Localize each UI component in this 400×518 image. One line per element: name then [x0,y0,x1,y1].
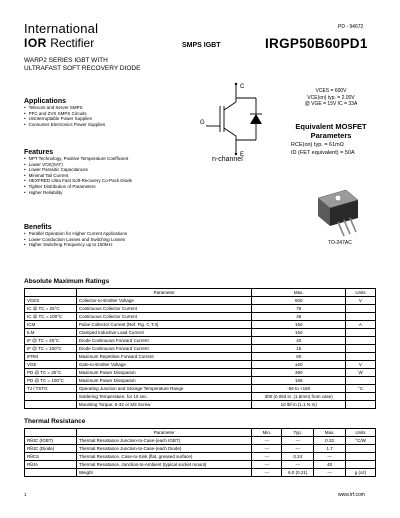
table-cell: Thermal Resistance Junction-to-Case-(each IGBT) [76,437,252,445]
table-cell: RθJC (IGBT) [25,437,77,445]
table-cell [25,401,77,409]
package-label: TO-247AC [328,240,352,246]
table-cell: Thermal Resistance Junction-to-Case-(each Diode) [76,445,252,453]
table-cell [346,337,376,345]
table-row [25,297,376,305]
benefits-list [24,231,127,248]
website-link[interactable]: www.irf.com [338,492,365,498]
table-row [25,353,376,361]
features-list [24,156,132,195]
table-row [25,453,376,461]
header-cell: Min. [252,429,282,437]
list-item: • Lower VCE(SAT) [24,162,132,168]
subtitle [24,57,140,73]
table-cell [346,329,376,337]
table-cell: Operating Junction and Storage Temperature Range [76,385,251,393]
thermal-table [24,428,376,477]
table-cell: g (oz) [346,469,376,477]
table-cell: Diode Continuous Forward Current [76,345,251,353]
benefits-title: Benefits [24,224,52,231]
header-cell: Typ. [282,429,314,437]
table-cell: 1.7 [314,445,346,453]
table-cell [346,313,376,321]
header-cell: Max. [252,289,346,297]
key-specs [292,88,370,108]
spec-line: VCES = 600V [315,88,347,94]
table-row [25,329,376,337]
table-cell: 150 [252,329,346,337]
table-row [25,437,376,445]
table-cell: Gate-to-Emitter Voltage [76,361,251,369]
table-cell: --- [252,469,282,477]
table-row [25,305,376,313]
list-item: • Lower Conduction Losses and Switching Losses [24,237,127,243]
header-cell: Parameter [76,429,252,437]
table-cell: 10 lbf·in (1.1 N·m) [252,401,346,409]
table-cell: 60 [252,353,346,361]
table-cell: RθJA [25,461,77,469]
table-cell: IC @ TC = 25°C [25,305,77,313]
thermal-title: Thermal Resistance [24,418,86,425]
table-cell: PD @ TC = 100°C [25,377,77,385]
header-cell [25,289,77,297]
table-cell: Soldering Temperature, for 10 sec. [76,393,251,401]
subtitle-line: ULTRAFAST SOFT RECOVERY DIODE [24,65,141,72]
applications-title: Applications [24,98,67,105]
table-cell: IF @ TC = 100°C [25,345,77,353]
table-cell: Mounting Torque, 6-32 or M3 Screw [76,401,251,409]
table-cell: VCES [25,297,77,305]
ior-logo: IOR [24,36,47,50]
table-cell: V [346,361,376,369]
table-cell: ILM [25,329,77,337]
gate-label: G [200,120,205,126]
table-row [25,321,376,329]
category-label: SMPS IGBT [182,42,221,49]
table-cell [346,453,376,461]
abs-max-table [24,288,376,409]
header-cell: Max. [314,429,346,437]
table-cell: VGE [25,361,77,369]
brand-logo [24,36,94,50]
table-cell [346,401,376,409]
table-cell: °C/W [346,437,376,445]
header-cell [25,429,77,437]
table-cell: --- [282,445,314,453]
header-cell: Units [346,429,376,437]
table-cell [346,393,376,401]
table-cell [25,469,77,477]
list-item: • Higher Switching Frequency up to 150kHz [24,242,127,248]
table-cell: Weight [76,469,252,477]
table-cell [346,445,376,453]
list-item: • Telecom and Server SMPS [24,105,105,111]
table-row [25,377,376,385]
table-row [25,461,376,469]
igbt-symbol-icon [200,80,272,158]
table-cell: --- [252,461,282,469]
subtitle-line: WARP2 SERIES IGBT WITH [24,57,108,64]
package-image [312,186,364,238]
collector-label: C [240,84,245,90]
equivalent-params [291,142,377,157]
header-cell: Units [346,289,376,297]
table-cell: RθCS [25,453,77,461]
applications-section [24,98,105,127]
list-item: • Minimal Tail Current [24,173,132,179]
table-row [25,369,376,377]
table-row [25,401,376,409]
table-cell: 156 [252,377,346,385]
table-cell [25,393,77,401]
table-row [25,313,376,321]
table-cell: 0.24 [282,453,314,461]
abs-max-title: Absolute Maximum Ratings [24,278,110,285]
features-section [24,149,132,195]
table-cell: IC @ TC = 100°C [25,313,77,321]
table-row [25,337,376,345]
table-cell: IF @ TC = 25°C [25,337,77,345]
table-cell: Maximum Power Dissipation [76,369,251,377]
header-cell: Parameter [76,289,251,297]
equivalent-line: RCE(on) typ. = 61mΩ [291,142,344,148]
list-item: • Higher Reliability [24,190,132,196]
table-cell: --- [314,469,346,477]
table-cell: 300 (0.063 in. (1.6mm) from case) [252,393,346,401]
table-cell: °C [346,385,376,393]
list-item: • NPT Technology, Positive Temperature Coefficient [24,156,132,162]
channel-caption: n-channel [212,156,243,163]
table-cell: 75 [252,305,346,313]
table-cell: W [346,369,376,377]
table-row [25,361,376,369]
table-cell: Thermal Resistance, Case-to-Sink (flat, greased surface) [76,453,252,461]
table-cell: V [346,297,376,305]
table-cell: --- [252,445,282,453]
table-cell: 15 [252,345,346,353]
table-cell: Maximum Repetitive Forward Current [76,353,251,361]
table-cell: IFRM [25,353,77,361]
part-number: IRGP50B60PD1 [265,36,368,51]
table-cell: --- [252,453,282,461]
table-cell: PD @ TC = 25°C [25,369,77,377]
spec-line: VCE(on) typ. = 2.00V [307,94,355,101]
table-cell: Pulse Collector Current (Ref. Fig. C.T.4) [76,321,251,329]
table-cell: ICM [25,321,77,329]
table-header-row [25,429,376,437]
table-cell: ±20 [252,361,346,369]
table-row [25,345,376,353]
table-cell: Clamped Inductive Load Current [76,329,251,337]
table-cell: -55 to +150 [252,385,346,393]
list-item: • Lower Parasitic Capacitances [24,167,132,173]
table-cell: Diode Continuous Forward Current [76,337,251,345]
features-title: Features [24,149,54,156]
table-cell: Maximum Power Dissipation [76,377,251,385]
page-number: 1 [24,492,27,497]
list-item: • Parallel Operation for Higher Current Applications [24,231,127,237]
table-cell: 40 [314,461,346,469]
list-item: • Tighter Distribution of Parameters [24,184,132,190]
list-item: • HEXFRED Ultra Fast Soft-Recovery Co-Pack Diode [24,178,132,184]
table-cell: 390 [252,369,346,377]
table-cell: A [346,321,376,329]
table-cell: 40 [252,337,346,345]
spec-line: @ VGE = 15V IC = 33A [304,101,358,107]
table-row [25,445,376,453]
pd-number: PD - 94672 [338,24,364,30]
applications-list [24,105,105,127]
table-cell: --- [314,453,346,461]
table-cell [346,345,376,353]
emitter-label: E [240,152,245,158]
table-cell [346,461,376,469]
brand-rectifier: Rectifier [50,36,95,50]
table-cell: Continuous Collector Current [76,305,251,313]
table-header-row [25,289,376,297]
table-row [25,385,376,393]
table-cell [346,353,376,361]
equivalent-title: Equivalent MOSFET Parameters [295,122,367,140]
brand-name: International [24,21,99,36]
table-cell: 600 [252,297,346,305]
table-cell: TJ / TSTG [25,385,77,393]
table-row [25,469,376,477]
table-cell: Continuous Collector Current [76,313,251,321]
table-cell: 150 [252,321,346,329]
table-cell: --- [282,461,314,469]
table-cell [346,377,376,385]
table-cell: 45 [252,313,346,321]
equivalent-line: ID (FET equivalent) = 50A [291,149,355,156]
table-cell: --- [252,437,282,445]
list-item: • Consumer Electronics Power Supplies [24,122,105,128]
list-item: • PFC and ZVS SMPS Circuits [24,111,105,117]
list-item: • Uninterruptable Power Supplies [24,116,105,122]
table-cell: RθJC (Diode) [25,445,77,453]
table-cell: Thermal Resistance, Junction-to-Ambient (typical socket mount) [76,461,252,469]
benefits-section [24,224,127,248]
table-cell: Collector-to-Emitter Voltage [76,297,251,305]
table-row [25,393,376,401]
table-cell: 0.32 [314,437,346,445]
table-cell: 6.0 (0.21) [282,469,314,477]
table-cell: --- [282,437,314,445]
table-cell [346,305,376,313]
